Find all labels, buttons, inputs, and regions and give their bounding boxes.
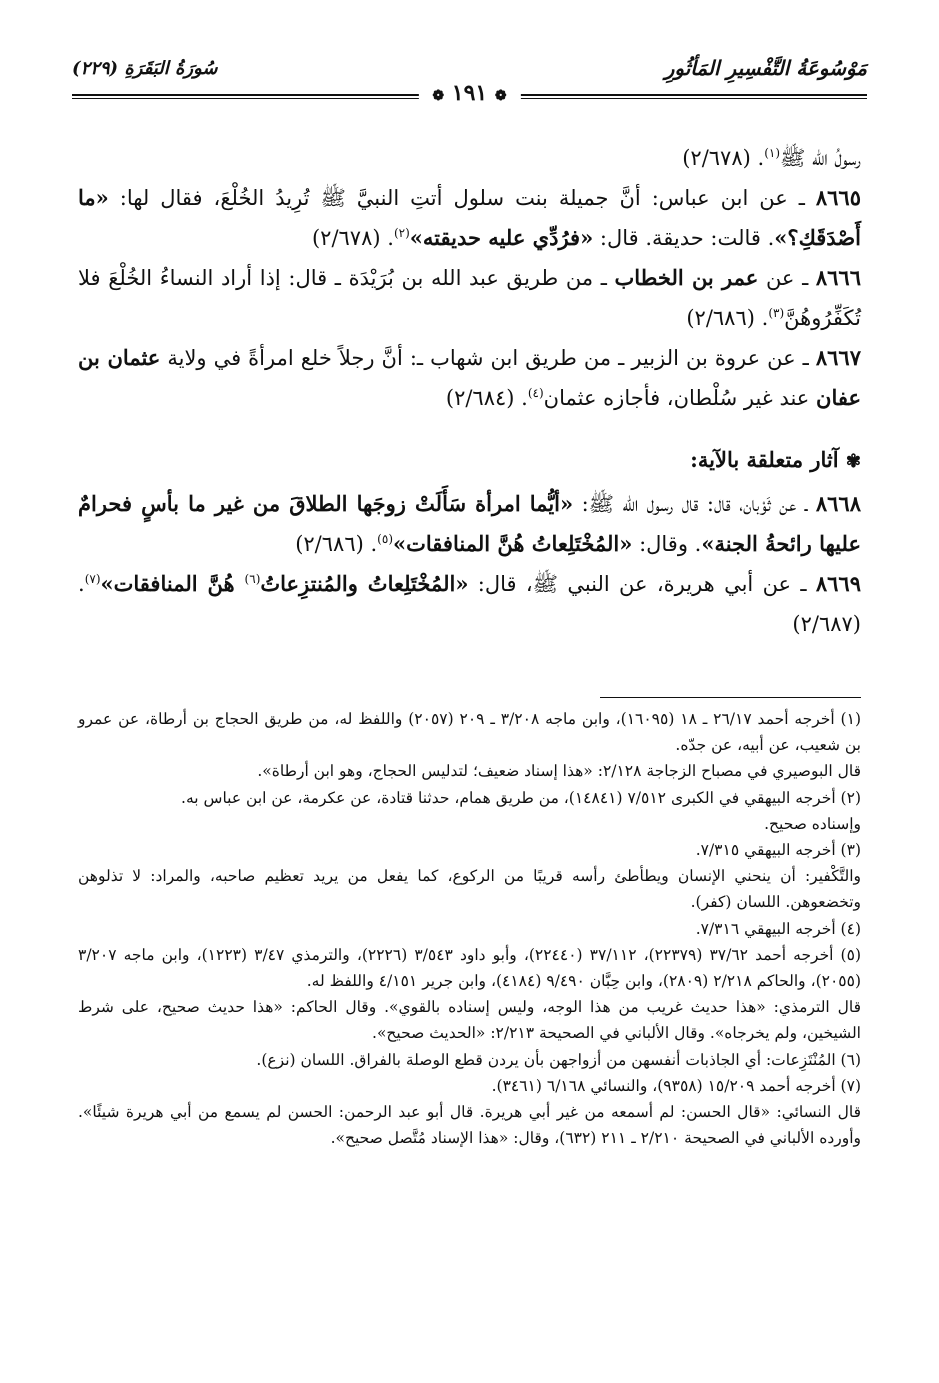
text: . — [78, 572, 85, 596]
prophet-quote: «فرُدِّي عليه حديقته» — [409, 225, 594, 250]
footnote-ref[interactable]: (١) — [764, 146, 781, 160]
volume-ref: (٢/٦٧٨) — [682, 146, 751, 170]
prophet-quote: «المُخْتَلِعاتُ هُنَّ المنافقات» — [393, 531, 633, 556]
athar-number: ٨٦٦٧ — [815, 345, 861, 370]
text: عند غير سُلْطان، فأجازه عثمان — [543, 386, 817, 410]
footnote-ref[interactable]: (٤) — [527, 386, 544, 400]
prophet-quote: «أيُّما امرأة سَأَلَتْ زوجَها الطلاقَ من غير ما بأسٍ فحرامٌ عليها رائحةُ الجنة» — [78, 491, 861, 556]
ornament-icon: ❁ — [432, 88, 445, 104]
footnote: (١) أخرجه أحمد ٢٦/١٧ ـ ١٨ (١٦٠٩٥)، وابن ماجه ٣/٢٠٨ ـ ٢٠٩ (٢٠٥٧) واللفظ له، من طريق الحجاج بن أرطاة، عن عمرو بن شعيب، عن أبيه، عن جدّه. — [78, 710, 861, 755]
volume-ref: (٢/٦٨٤) — [445, 386, 515, 410]
footnote: (٦) المُنْتَزِعات: أي الجاذبات أنفسهن من أزواجهن بأن يردن قطع الوصلة بالفراق. اللسان (نزع). — [256, 1050, 861, 1069]
prophet-quote: «ما أَصْدَقَكِ؟» — [78, 185, 861, 250]
prophet-quote: هُنَّ المنافقات» — [100, 571, 245, 596]
footnote-ref[interactable]: (٣) — [768, 306, 785, 320]
text: ـ عن ثَوْبان، قال: قال رسول الله ﷺ: — [573, 492, 816, 516]
volume-ref: (٢/٦٧٨) — [311, 226, 381, 250]
text: ـ عن — [758, 266, 816, 290]
text: ـ عن ابن عباس: أنَّ جميلة بنت سلول أتتِ النبيَّ ﷺ تُرِيدُ الخُلْعَ، فقال لها: — [108, 186, 816, 210]
text: . قالت: حديقة. قال: — [593, 226, 775, 250]
text: . وقال: — [632, 532, 702, 556]
volume-ref: (٢/٦٨٧) — [792, 612, 861, 636]
section-heading — [78, 440, 861, 482]
volume-ref: (٢/٦٨٦) — [295, 532, 364, 556]
athar-number: ٨٦٦٨ — [815, 491, 861, 516]
athar-8665 — [78, 178, 861, 258]
footnote-ref[interactable]: (٥) — [377, 532, 393, 546]
surah-title: سُورَةُ البَقَرَةِ (٢٢٩) — [72, 58, 218, 79]
text: ـ عن أبي هريرة، عن النبي ﷺ، قال: — [468, 572, 816, 596]
footnote-ref[interactable]: (٧) — [84, 572, 101, 586]
athar-8668 — [78, 484, 861, 564]
main-text — [78, 138, 861, 644]
athar-number: ٨٦٦٩ — [815, 571, 861, 596]
footnote: قال النسائي: «قال الحسن: لم أسمعه من غير أبي هريرة. قال أبو عبد الرحمن: الحسن لم يسمع من أبي هريرة شيئًا». وأورده الألباني في الصحيحة ٢/٢١٠ ـ ٢١١ (٦٣٢)، وقال: «هذا الإسناد مُتَّصل صحيح». — [78, 1103, 861, 1148]
footnote: (٤) أخرجه البيهقي ٧/٣١٦. — [695, 919, 861, 938]
athar-8669 — [78, 564, 861, 644]
section-title: آثار متعلقة بالآية: — [690, 447, 839, 472]
text: . — [754, 306, 769, 330]
prophet-quote: «المُخْتَلِعاتُ والمُنتزِعاتُ — [260, 571, 469, 596]
text: . — [363, 532, 378, 556]
footnote: (٣) أخرجه البيهقي ٧/٣١٥. — [695, 841, 861, 860]
footnote: قال الترمذي: «هذا حديث غريب من هذا الوجه، وليس إسناده بالقوي». وقال الحاكم: «هذا حديث صحيح، على شرط الشيخين، ولم يخرجاه». وقال الألباني في الصحيحة ٢/٢١٣: «الحديث صحيح». — [78, 998, 861, 1043]
athar-number: ٨٦٦٥ — [815, 185, 861, 210]
narrator-name: عثمان بن عفان — [78, 345, 861, 410]
text: ـ من طريق عبد الله بن بُرَيْدَة ـ قال: إذا أراد النساءُ الخُلْعَ فلا تُكَفِّرُوهُنَّ — [78, 266, 861, 330]
flower-icon: ✾ — [845, 451, 861, 472]
narrator-name: عمر بن الخطاب — [614, 265, 759, 290]
text: . — [514, 386, 528, 410]
page-header — [72, 52, 867, 106]
ornament-icon: ❁ — [494, 88, 507, 104]
footnote: (٢) أخرجه البيهقي في الكبرى ٧/٥١٢ (١٤٨٤١)، من طريق همام، حدثنا قتادة، عن عكرمة، عن ابن عباس به. — [181, 788, 861, 807]
footnote-ref[interactable]: (٢) — [393, 226, 410, 240]
athar-number: ٨٦٦٦ — [815, 265, 861, 290]
text: رسولُ الله ﷺ — [780, 146, 861, 170]
athar-8666 — [78, 258, 861, 338]
footnote: والتَّكْفير: أن ينحني الإنسان ويطأطئ رأسه قريبًا من الركوع، كما يفعل من يريد تعظيم صاحبه، والمراد: لا تذلوهن وتخضعوهن. اللسان (كفر). — [78, 867, 861, 912]
volume-ref: (٢/٦٨٦) — [686, 306, 755, 330]
book-title: مَوْسُوعَةُ التَّفْسِيرِ المَأثُورِ — [664, 56, 867, 80]
text: ـ عن عروة بن الزبير ـ من طريق ابن شهاب ـ: أنَّ رجلاً خلع امرأةً في ولاية — [160, 346, 816, 370]
text: . — [380, 226, 394, 250]
athar-8667 — [78, 338, 861, 418]
footnote: وإسناده صحيح. — [764, 814, 861, 833]
page-number-box — [418, 80, 520, 106]
paragraph-continuation — [78, 138, 861, 178]
footnote: (٧) أخرجه أحمد ١٥/٢٠٩ (٩٣٥٨)، والنسائي ٦/١٦٨ (٣٤٦١). — [491, 1076, 861, 1095]
footnote: (٥) أخرجه أحمد ٣٧/٦٢ (٢٢٣٧٩)، ٣٧/١١٢ (٢٢٤٤٠)، وأبو داود ٣/٥٤٣ (٢٢٢٦)، والترمذي ٣/٤٧ (١٢٢٣)، وابن ماجه ٣/٢٠٧ (٢٠٥٥)، والحاكم ٢/٢١٨ (٢٨٠٩)، وابن حِبَّان ٩/٤٩٠ (٤١٨٤)، وابن جرير ٤/١٥١ واللفظ له. — [78, 945, 861, 991]
footnote-ref[interactable]: (٦) — [244, 572, 261, 586]
footnote: قال البوصيري في مصباح الزجاجة ٢/١٢٨: «هذا إسناد ضعيف؛ لتدليس الحجاج، وهو ابن أرطاة». — [257, 762, 861, 781]
footnotes — [78, 706, 861, 1151]
footnote-separator — [600, 697, 861, 698]
page-number: ١٩١ — [451, 80, 488, 106]
text: . — [750, 146, 765, 170]
